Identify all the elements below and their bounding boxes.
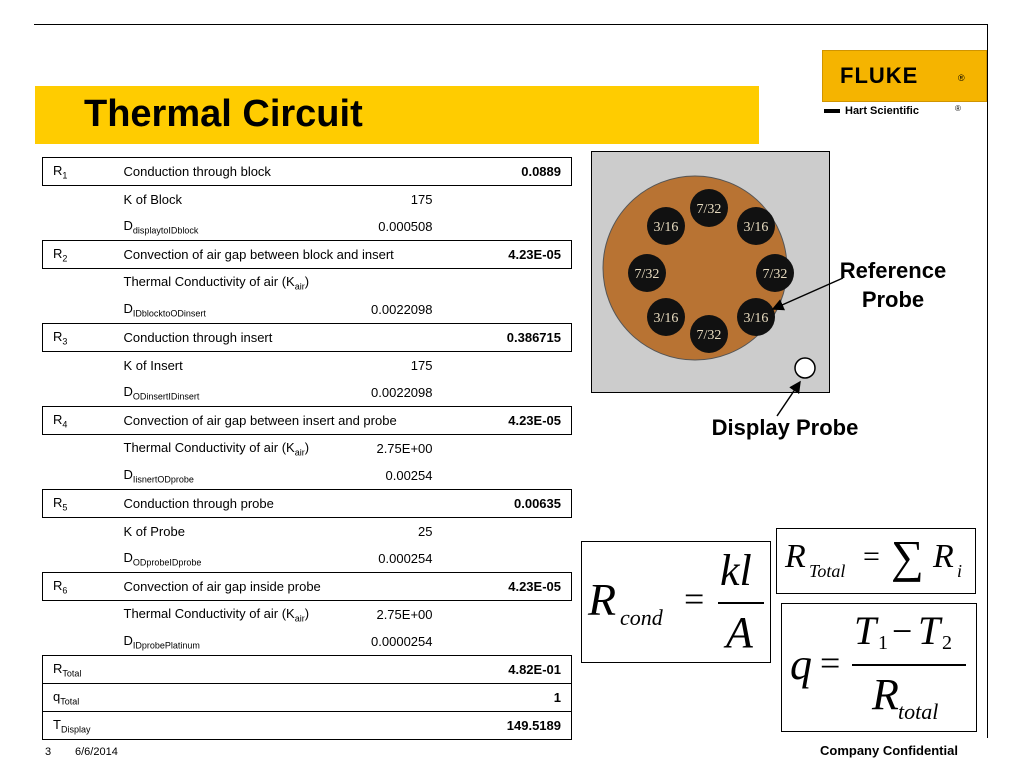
param-name: D <box>123 549 133 565</box>
hart-scientific-logo: Hart Scientific <box>845 105 919 117</box>
param-value: 2.75E+00 <box>376 441 433 456</box>
fraction-bar <box>852 664 966 666</box>
param-subscript: displaytoIDblock <box>132 225 199 236</box>
param-name: Thermal Conductivity of air (K <box>123 273 295 289</box>
formula-t2-sub: 2 <box>942 632 952 654</box>
symbol-subscript: 3 <box>62 336 68 347</box>
formula-rhs-r: R <box>933 538 954 575</box>
param-name: D <box>123 217 133 233</box>
param-subscript: IDblocktoODinsert <box>132 308 206 319</box>
param-name: K of Probe <box>123 524 185 539</box>
description-cell: Convection of air gap between block and insert <box>118 241 437 269</box>
conduction-formula <box>581 541 771 663</box>
param-value: 0.000508 <box>378 219 433 234</box>
param-name: Thermal Conductivity of air (K <box>123 439 295 455</box>
formula-lhs-q: q <box>790 640 812 689</box>
display-probe-arrow <box>777 382 800 416</box>
hole-size-label: 3/16 <box>743 220 769 235</box>
param-name: D <box>123 632 133 648</box>
result-cell: 4.82E-01 <box>437 656 572 684</box>
fluke-logo-text: FLUKE <box>840 63 919 88</box>
formula-den-sub: total <box>898 699 939 724</box>
symbol-subscript: Total <box>60 696 80 707</box>
param-value: 25 <box>418 524 433 539</box>
formula-equals: = <box>684 579 705 619</box>
symbol-label: q <box>53 688 61 704</box>
description-cell: Convection of air gap between insert and probe <box>118 407 437 435</box>
reference-probe-arrow <box>773 278 843 309</box>
symbol-label: R <box>53 494 63 510</box>
reference-probe-label <box>838 256 948 314</box>
symbol-label: R <box>53 328 63 344</box>
hole-size-label: 7/32 <box>696 328 722 343</box>
result-cell: 4.23E-05 <box>437 407 572 435</box>
total-resistance-formula <box>776 528 976 594</box>
param-subscript: IDprobePlatinum <box>132 640 200 651</box>
result-cell: 149.5189 <box>437 712 572 740</box>
param-value: 0.00254 <box>385 468 433 483</box>
param-name-end: ) <box>304 439 310 455</box>
page-number: 3 <box>45 746 52 758</box>
param-subscript: ODinsertIDinsert <box>132 391 200 402</box>
param-name-end: ) <box>304 605 310 621</box>
slide-date: 6/6/2014 <box>75 746 118 758</box>
symbol-subscript: 4 <box>62 419 68 430</box>
symbol-subscript: 2 <box>62 253 68 264</box>
symbol-label: R <box>53 577 63 593</box>
param-value: 0.0022098 <box>371 302 433 317</box>
fraction-bar <box>718 602 764 604</box>
formula-lhs-sub: Total <box>809 561 846 581</box>
symbol-label: R <box>53 245 63 261</box>
symbol-subscript: 5 <box>62 502 68 513</box>
reference-probe-label-line2: Probe <box>861 287 925 312</box>
param-subscript: IisnertODprobe <box>132 474 194 485</box>
result-cell: 0.00635 <box>437 490 572 518</box>
summation-symbol: ∑ <box>891 531 924 582</box>
hole-size-label: 3/16 <box>653 220 679 235</box>
formula-minus: − <box>892 611 913 651</box>
param-subscript: ODprobeIDprobe <box>132 557 202 568</box>
symbol-label: R <box>53 162 63 178</box>
param-name-end: ) <box>304 273 310 289</box>
param-subscript: air <box>294 447 305 458</box>
slide-title: Thermal Circuit <box>84 93 363 135</box>
result-cell: 0.386715 <box>437 324 572 352</box>
hole-size-label: 3/16 <box>743 311 769 326</box>
confidential-label: Company Confidential <box>820 743 958 758</box>
formula-den-r: R <box>872 670 899 719</box>
formula-lhs-sub: cond <box>620 605 663 630</box>
symbol-subscript: Display <box>60 724 91 735</box>
param-name: D <box>123 466 133 482</box>
param-value: 0.0022098 <box>371 385 433 400</box>
param-name: Thermal Conductivity of air (K <box>123 605 295 621</box>
param-subscript: air <box>294 281 305 292</box>
symbol-label: R <box>53 660 63 676</box>
formula-lhs-r: R <box>785 538 806 575</box>
param-value: 2.75E+00 <box>376 607 433 622</box>
symbol-subscript: 6 <box>62 585 68 596</box>
param-name: D <box>123 300 133 316</box>
param-name: D <box>123 383 133 399</box>
formula-denominator: A <box>726 608 753 657</box>
symbol-subscript: 1 <box>62 170 68 181</box>
symbol-subscript: Total <box>62 668 82 679</box>
description-cell: Conduction through insert <box>118 324 437 352</box>
registered-mark: ® <box>958 73 965 83</box>
result-cell: 4.23E-05 <box>437 241 572 269</box>
reference-probe-label-line1: Reference <box>839 258 947 283</box>
result-cell: 1 <box>437 684 572 712</box>
param-value: 175 <box>410 358 433 373</box>
description-cell: Conduction through probe <box>118 490 437 518</box>
hole-size-label: 7/32 <box>696 202 722 217</box>
formula-rhs-sub: i <box>957 561 963 581</box>
formula-t2: T <box>918 608 941 653</box>
formula-equals: = <box>820 643 841 683</box>
formula-equals: = <box>863 540 880 573</box>
param-value: 0.000254 <box>378 551 433 566</box>
param-value: 0.0000254 <box>371 634 433 649</box>
description-cell: Conduction through block <box>118 158 437 186</box>
param-name: K of Block <box>123 192 183 207</box>
heat-flow-formula <box>781 603 977 732</box>
param-name: K of Insert <box>123 358 183 373</box>
hole-size-label: 7/32 <box>634 267 660 282</box>
param-value: 175 <box>410 192 433 207</box>
formula-numerator: kl <box>720 546 752 595</box>
result-cell: 4.23E-05 <box>437 573 572 601</box>
formula-lhs-r: R <box>588 574 617 625</box>
hole-size-label: 3/16 <box>653 311 679 326</box>
param-subscript: air <box>294 613 305 624</box>
hole-size-label: 7/32 <box>762 267 788 282</box>
result-cell: 0.0889 <box>437 158 572 186</box>
display-probe-label: Display Probe <box>711 415 859 440</box>
formula-t1: T <box>854 608 877 653</box>
symbol-label: R <box>53 411 63 427</box>
hart-registered-mark: ® <box>955 104 961 113</box>
symbol-label: T <box>53 716 61 732</box>
formula-t1-sub: 1 <box>878 632 888 654</box>
description-cell: Convection of air gap inside probe <box>118 573 437 601</box>
